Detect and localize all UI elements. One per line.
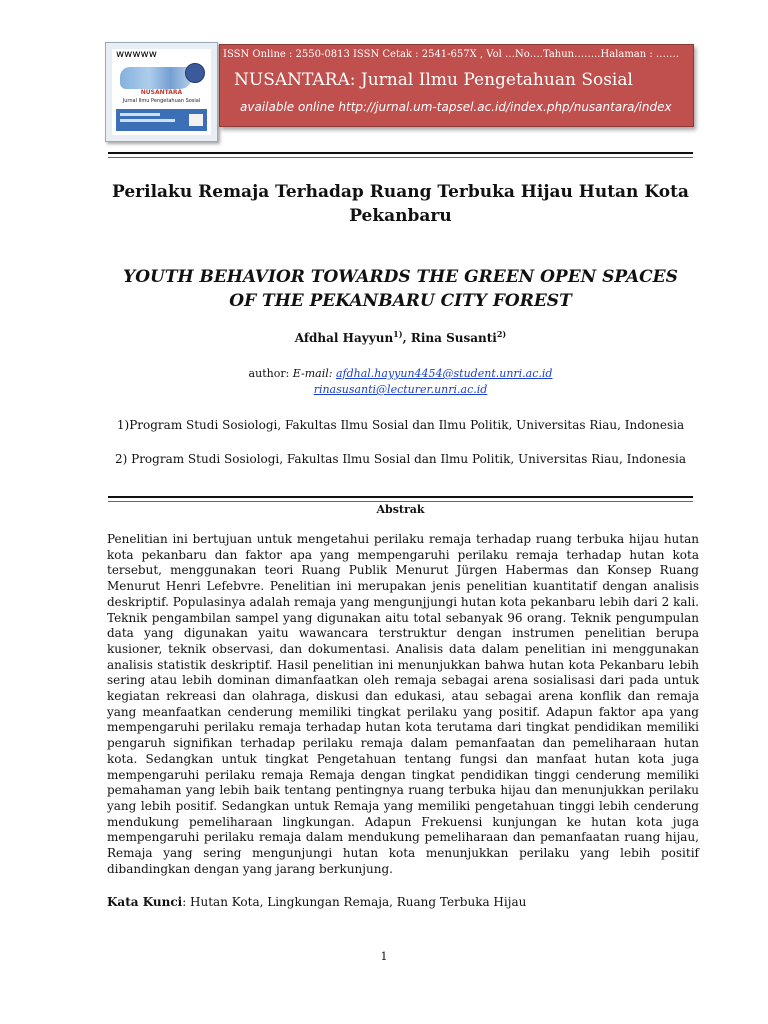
- email-line: [108, 382, 693, 398]
- email-label: E-mail:: [292, 367, 336, 380]
- affiliation-2: 2) Program Studi Sosiologi, Fakultas Ilmu Sosial dan Ilmu Politik, Universitas Riau, Indonesia: [114, 452, 687, 466]
- paper-title-english: YOUTH BEHAVIOR TOWARDS THE GREEN OPEN SPACES OF THE PEKANBARU CITY FOREST: [123, 267, 678, 311]
- cover-web-label: wwwww: [116, 49, 157, 60]
- indonesia-map-graphic: [120, 67, 192, 89]
- email-link-2[interactable]: rinasusanti@lecturer.unri.ac.id: [313, 383, 488, 396]
- cover-subtitle: Jurnal Ilmu Pengetahuan Sosial: [122, 98, 201, 104]
- author-name: Afdhal Hayyun: [294, 331, 394, 345]
- keywords: [107, 895, 526, 909]
- abstract-divider: [108, 496, 693, 498]
- cover-footer-bar: [116, 109, 207, 131]
- abstract-divider-thin: [108, 501, 693, 502]
- cover-barcode: [189, 114, 203, 126]
- university-seal-icon: [185, 63, 205, 83]
- abstract-body: Penelitian ini bertujuan untuk mengetahui perilaku remaja terhadap ruang terbuka hijau hutan kota pekanbaru dan faktor apa yang mempengaruhi perilaku remaja terhadap hutan kota tersebut, menggunakan teori Ruang Publik Menurut Jürgen Habermas dan Konsep Ruang Menurut Henri Lefebvre. Penelitian ini merupakan jenis penelitian kuantitatif dengan analisis deskriptif. Populasinya adalah remaja yang mengunjjungi hutan kota pekanbaru lebih dari 2 kali. Teknik pengambilan sampel yang digunakan aitu total sebanyak 96 orang. Teknik pengumpulan data yang digunakan yaitu wawancara terstruktur dengan instrumen penelitian berupa kusioner, teknik observasi, dan dokumentasi. Analisis data dalam penelitian ini menggunakan analisis statistik deskriptif. Hasil penelitian ini menunjukkan bahwa hutan kota Pekanbaru lebih sering atau lebih dominan dimanfaatkan oleh remaja sebagai arena sosialisasi dari pada untuk kegiatan rekreasi dan olahraga, diskusi dan edukasi, atau sebagai arena konflik dan remaja yang meanfaatkan cenderung memiliki tingkat perilaku yang positif. Adapun faktor apa yang mempengaruhi perilaku remaja terhadap hutan kota terutama dari tingkat pendidikan memiliki pengaruh signifikan terhadap perilaku remaja dalam pemanfaatan dan pemeliharaan hutan kota. Sedangkan untuk tingkat Pengetahuan tentang fungsi dan manfaat hutan kota juga mempengaruhi perilaku remaja Remaja dengan tingkat pendidikan tinggi cenderung memiliki pemahaman yang lebih baik tentang pentingnya ruang terbuka hijau dan menunjukkan perilaku yang lebih positif. Sedangkan untuk Remaja yang memiliki pengetahuan tinggi lebih cenderung mendukung pemeliharaan lingkungan. Adapun Frekuensi kunjungan ke hutan kota juga mempengaruhi perilaku remaja dalam mendukung pemeliharaan dan pemanfaatan ruang hijau, Remaja yang sering mengunjungi hutan kota menunjukkan perilaku yang lebih positif dibandingkan dengan yang jarang berkunjung.: [107, 532, 699, 876]
- author-emails: [108, 366, 693, 398]
- cover-title: NUSANTARA: [140, 89, 183, 96]
- cover-bar-line: [120, 113, 160, 116]
- keywords-text: : Hutan Kota, Lingkungan Remaja, Ruang Terbuka Hijau: [182, 895, 527, 909]
- email-prefix: author:: [248, 367, 293, 380]
- available-online-link[interactable]: available online http://jurnal.um-tapsel.ac.id/index.php/nusantara/index: [240, 100, 672, 114]
- header-divider-thin: [108, 157, 693, 158]
- email-link-1[interactable]: afdhal.hayyun4454@student.unri.ac.id: [335, 367, 553, 380]
- journal-cover-thumbnail: [105, 42, 218, 142]
- email-line: [108, 366, 693, 382]
- journal-header-banner: [219, 44, 694, 127]
- issn-line: ISSN Online : 2550-0813 ISSN Cetak : 2541-657X , Vol …No….Tahun……..Halaman : …….: [223, 49, 680, 60]
- cover-bar-line: [120, 119, 175, 122]
- author-list: [108, 329, 693, 345]
- paper-title-indonesian: Perilaku Remaja Terhadap Ruang Terbuka Hijau Hutan Kota Pekanbaru: [112, 182, 689, 226]
- journal-name: NUSANTARA: Jurnal Ilmu Pengetahuan Sosial: [234, 70, 633, 90]
- author-affiliation-mark: 2): [496, 329, 507, 339]
- cover-inner: [112, 49, 211, 135]
- header-divider: [108, 152, 693, 154]
- author-separator: ,: [402, 331, 411, 345]
- page-number: 1: [380, 950, 388, 963]
- abstract-heading: Abstrak: [376, 503, 425, 516]
- author-affiliation-mark: 1): [393, 329, 403, 339]
- author-name: Rina Susanti: [410, 331, 497, 345]
- keywords-label: Kata Kunci: [107, 895, 183, 909]
- affiliation-1: 1)Program Studi Sosiologi, Fakultas Ilmu Sosial dan Ilmu Politik, Universitas Riau, Indonesia: [116, 418, 685, 432]
